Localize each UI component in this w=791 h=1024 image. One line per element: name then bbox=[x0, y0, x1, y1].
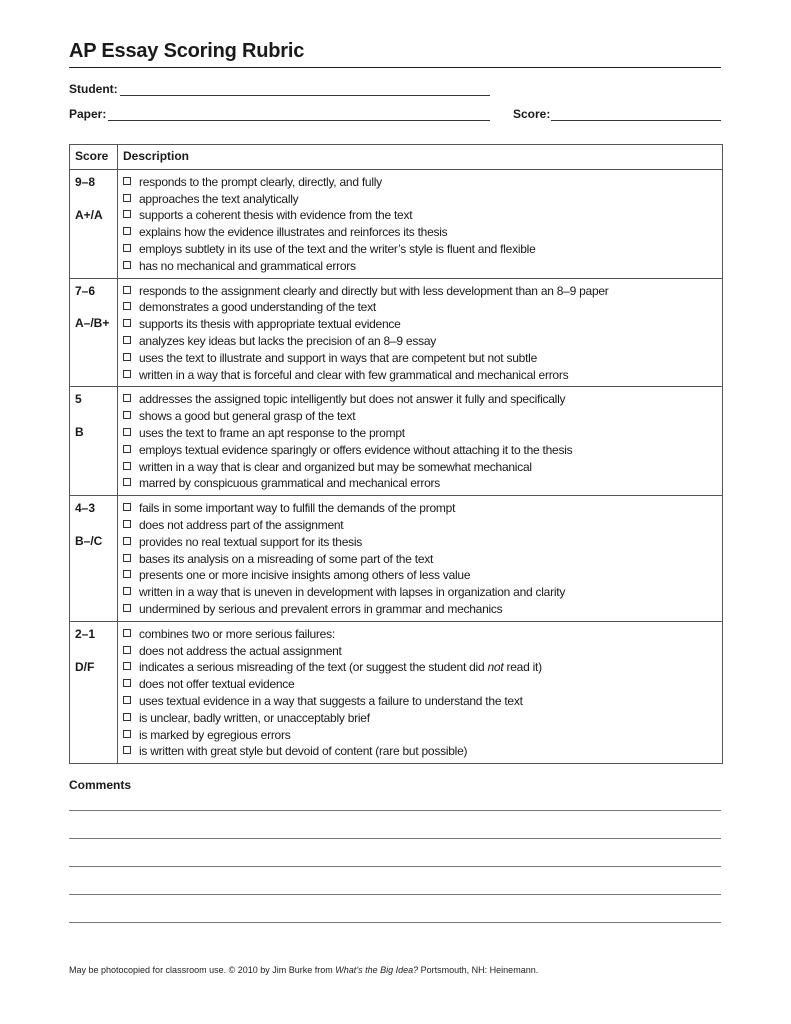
checkbox-icon[interactable] bbox=[123, 629, 131, 637]
checkbox-icon[interactable] bbox=[123, 520, 131, 528]
comments-label: Comments bbox=[69, 778, 132, 792]
checkbox-icon[interactable] bbox=[123, 662, 131, 670]
list-item bbox=[123, 676, 717, 693]
table-header-row bbox=[70, 145, 723, 170]
description-cell bbox=[118, 387, 723, 496]
criterion-text: marred by conspicuous grammatical and mechanical errors bbox=[139, 476, 441, 491]
list-item bbox=[123, 626, 717, 643]
checkbox-icon[interactable] bbox=[123, 604, 131, 612]
description-cell bbox=[118, 278, 723, 387]
score-column-header: Score bbox=[70, 145, 118, 170]
list-item bbox=[123, 224, 717, 241]
score-label: Score: bbox=[513, 107, 551, 121]
copyright-footer bbox=[69, 965, 538, 975]
score-field-line[interactable] bbox=[551, 120, 721, 121]
comment-line[interactable] bbox=[69, 894, 721, 895]
title-divider bbox=[69, 67, 721, 68]
list-item bbox=[123, 710, 717, 727]
criterion-text: shows a good but general grasp of the text bbox=[139, 409, 356, 424]
list-item bbox=[123, 207, 717, 224]
criterion-text: addresses the assigned topic intelligently but does not answer it fully and specifically bbox=[139, 392, 566, 407]
list-item bbox=[123, 367, 717, 384]
page-title: AP Essay Scoring Rubric bbox=[69, 40, 305, 62]
letter-grade: A+/A bbox=[75, 207, 103, 222]
criterion-text: fails in some important way to fulfill the demands of the prompt bbox=[139, 501, 456, 516]
score-range: 5 bbox=[75, 392, 82, 407]
checkbox-icon[interactable] bbox=[123, 537, 131, 545]
table-row bbox=[70, 496, 723, 622]
description-cell bbox=[118, 496, 723, 622]
description-cell bbox=[118, 621, 723, 763]
criterion-text: employs subtlety in its use of the text and the writer’s style is fluent and flexible bbox=[139, 241, 536, 256]
list-item bbox=[123, 174, 717, 191]
list-item bbox=[123, 643, 717, 660]
list-item bbox=[123, 659, 717, 676]
criterion-text: written in a way that is clear and organized but may be somewhat mechanical bbox=[139, 459, 532, 474]
criterion-text: uses textual evidence in a way that suggests a failure to understand the text bbox=[139, 693, 523, 708]
criterion-text: indicates a serious misreading of the text (or suggest the student did not read it) bbox=[139, 660, 542, 675]
criterion-text: written in a way that is forceful and clear with few grammatical and mechanical errors bbox=[139, 367, 569, 382]
footer-book-title: What’s the Big Idea? bbox=[335, 965, 419, 975]
criterion-text: does not address the actual assignment bbox=[139, 643, 342, 658]
checkbox-icon[interactable] bbox=[123, 713, 131, 721]
checkbox-icon[interactable] bbox=[123, 227, 131, 235]
list-item bbox=[123, 408, 717, 425]
checkbox-icon[interactable] bbox=[123, 370, 131, 378]
rubric-table bbox=[69, 144, 723, 764]
criterion-text: supports a coherent thesis with evidence from the text bbox=[139, 208, 413, 223]
checkbox-icon[interactable] bbox=[123, 587, 131, 595]
criterion-text: uses the text to frame an apt response to the prompt bbox=[139, 425, 405, 440]
criteria-list bbox=[123, 283, 717, 384]
list-item bbox=[123, 567, 717, 584]
criterion-text: demonstrates a good understanding of the text bbox=[139, 300, 376, 315]
table-row bbox=[70, 169, 723, 278]
score-range: 9–8 bbox=[75, 174, 96, 189]
footer-suffix: Portsmouth, NH: Heinemann. bbox=[418, 965, 539, 975]
letter-grade: B bbox=[75, 425, 84, 440]
criterion-text: does not address part of the assignment bbox=[139, 517, 344, 532]
checkbox-icon[interactable] bbox=[123, 261, 131, 269]
list-item bbox=[123, 350, 717, 367]
description-column-header: Description bbox=[118, 145, 723, 170]
score-cell bbox=[70, 621, 118, 763]
comment-line[interactable] bbox=[69, 838, 721, 839]
criterion-text: approaches the text analytically bbox=[139, 191, 299, 206]
list-item bbox=[123, 743, 717, 760]
comment-line[interactable] bbox=[69, 922, 721, 923]
checkbox-icon[interactable] bbox=[123, 445, 131, 453]
comment-line[interactable] bbox=[69, 810, 721, 811]
score-range: 2–1 bbox=[75, 626, 96, 641]
checkbox-icon[interactable] bbox=[123, 194, 131, 202]
student-field-line[interactable] bbox=[120, 95, 490, 96]
checkbox-icon[interactable] bbox=[123, 679, 131, 687]
list-item bbox=[123, 442, 717, 459]
checkbox-icon[interactable] bbox=[123, 336, 131, 344]
criterion-text: bases its analysis on a misreading of some part of the text bbox=[139, 551, 434, 566]
checkbox-icon[interactable] bbox=[123, 286, 131, 294]
criterion-text: is marked by egregious errors bbox=[139, 727, 291, 742]
criteria-list bbox=[123, 626, 717, 760]
score-cell bbox=[70, 496, 118, 622]
checkbox-icon[interactable] bbox=[123, 554, 131, 562]
table-row bbox=[70, 621, 723, 763]
list-item bbox=[123, 500, 717, 517]
score-cell bbox=[70, 278, 118, 387]
table-row bbox=[70, 278, 723, 387]
list-item bbox=[123, 316, 717, 333]
rubric-body bbox=[70, 169, 723, 763]
checkbox-icon[interactable] bbox=[123, 177, 131, 185]
comment-line[interactable] bbox=[69, 866, 721, 867]
list-item bbox=[123, 425, 717, 442]
criterion-text: has no mechanical and grammatical errors bbox=[139, 258, 356, 273]
criterion-text: undermined by serious and prevalent errors in grammar and mechanics bbox=[139, 601, 503, 616]
checkbox-icon[interactable] bbox=[123, 503, 131, 511]
list-item bbox=[123, 191, 717, 208]
score-range: 7–6 bbox=[75, 283, 96, 298]
criterion-text: combines two or more serious failures: bbox=[139, 626, 335, 641]
criterion-text: does not offer textual evidence bbox=[139, 677, 295, 692]
list-item bbox=[123, 601, 717, 618]
list-item bbox=[123, 534, 717, 551]
checkbox-icon[interactable] bbox=[123, 210, 131, 218]
checkbox-icon[interactable] bbox=[123, 646, 131, 654]
checkbox-icon[interactable] bbox=[123, 570, 131, 578]
checkbox-icon[interactable] bbox=[123, 462, 131, 470]
checkbox-icon[interactable] bbox=[123, 730, 131, 738]
list-item bbox=[123, 727, 717, 744]
student-label: Student: bbox=[69, 82, 118, 96]
criterion-text: explains how the evidence illustrates and reinforces its thesis bbox=[139, 225, 448, 240]
checkbox-icon[interactable] bbox=[123, 428, 131, 436]
list-item bbox=[123, 299, 717, 316]
paper-label: Paper: bbox=[69, 107, 107, 121]
footer-prefix: May be photocopied for classroom use. © 2010 by Jim Burke from bbox=[69, 965, 336, 975]
criterion-text: responds to the assignment clearly and directly but with less development than an 8–9 paper bbox=[139, 283, 609, 298]
checkbox-icon[interactable] bbox=[123, 319, 131, 327]
letter-grade: A–/B+ bbox=[75, 316, 110, 331]
list-item bbox=[123, 283, 717, 300]
list-item bbox=[123, 391, 717, 408]
letter-grade: D/F bbox=[75, 659, 95, 674]
paper-field-line[interactable] bbox=[108, 120, 490, 121]
list-item bbox=[123, 258, 717, 275]
checkbox-icon[interactable] bbox=[123, 394, 131, 402]
score-range: 4–3 bbox=[75, 501, 96, 516]
list-item bbox=[123, 584, 717, 601]
list-item bbox=[123, 333, 717, 350]
criteria-list bbox=[123, 500, 717, 618]
description-cell bbox=[118, 169, 723, 278]
criteria-list bbox=[123, 391, 717, 492]
checkbox-icon[interactable] bbox=[123, 302, 131, 310]
score-cell bbox=[70, 169, 118, 278]
list-item bbox=[123, 551, 717, 568]
checkbox-icon[interactable] bbox=[123, 244, 131, 252]
list-item bbox=[123, 459, 717, 476]
list-item bbox=[123, 241, 717, 258]
checkbox-icon[interactable] bbox=[123, 746, 131, 754]
criterion-text: employs textual evidence sparingly or offers evidence without attaching it to the thesis bbox=[139, 442, 573, 457]
list-item bbox=[123, 693, 717, 710]
list-item bbox=[123, 475, 717, 492]
checkbox-icon[interactable] bbox=[123, 696, 131, 704]
table-row bbox=[70, 387, 723, 496]
criterion-text: is unclear, badly written, or unacceptably brief bbox=[139, 710, 370, 725]
checkbox-icon[interactable] bbox=[123, 411, 131, 419]
letter-grade: B–/C bbox=[75, 533, 103, 548]
list-item bbox=[123, 517, 717, 534]
criterion-text: written in a way that is uneven in development with lapses in organization and clarity bbox=[139, 585, 566, 600]
criterion-text: supports its thesis with appropriate textual evidence bbox=[139, 317, 401, 332]
score-cell bbox=[70, 387, 118, 496]
checkbox-icon[interactable] bbox=[123, 353, 131, 361]
checkbox-icon[interactable] bbox=[123, 478, 131, 486]
criterion-text: is written with great style but devoid of content (rare but possible) bbox=[139, 744, 468, 759]
criteria-list bbox=[123, 174, 717, 275]
criterion-text: responds to the prompt clearly, directly, and fully bbox=[139, 174, 382, 189]
criterion-text: analyzes key ideas but lacks the precision of an 8–9 essay bbox=[139, 333, 437, 348]
criterion-text: provides no real textual support for its thesis bbox=[139, 534, 363, 549]
criterion-text: presents one or more incisive insights among others of less value bbox=[139, 568, 471, 583]
criterion-text: uses the text to illustrate and support in ways that are competent but not subtle bbox=[139, 350, 537, 365]
